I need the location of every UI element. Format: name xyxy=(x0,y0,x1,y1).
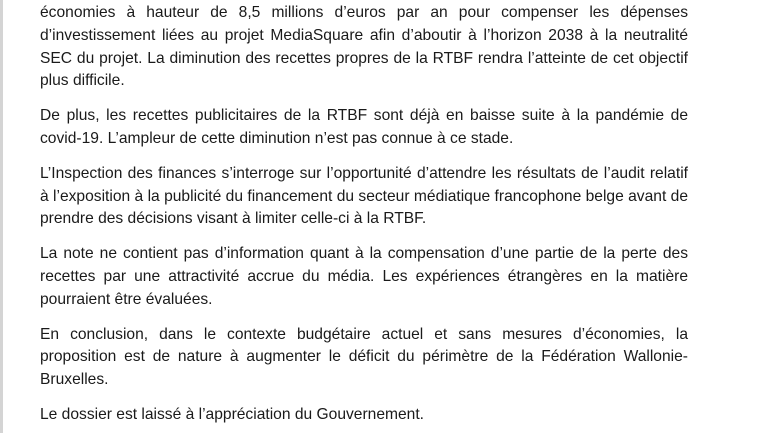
paragraph-advertising-revenue-covid: De plus, les recettes publicitaires de la RTBF sont déjà en baisse suite à la pandémie de covid-19. L’ampleur de cette diminution n’est pas connue à ce stade. xyxy=(40,107,688,147)
paragraph-government-appraisal: Le dossier est laissé à l’appréciation du Gouvernement. xyxy=(40,405,424,423)
document-page xyxy=(40,2,688,439)
page-left-edge xyxy=(0,0,3,433)
paragraph-inspection-audit: L’Inspection des finances s’interroge sur l’opportunité d’attendre les résultats de l’audit relatif à l’exposition à la publicité du financement du secteur médiatique francophone belge avant de prendre des décisions visant à limiter celle-ci à la RTBF. xyxy=(40,164,688,228)
paragraph-savings-mediasquare: économies à hauteur de 8,5 millions d’euros par an pour compenser les dépenses d’investissement liées au projet MediaSquare afin d’aboutir à l’horizon 2038 à la neutralité SEC du projet. La diminution des recettes propres de la RTBF rendra l’atteinte de cet objectif plus difficile. xyxy=(40,4,688,90)
paragraph-conclusion: En conclusion, dans le contexte budgétaire actuel et sans mesures d’économies, la proposition est de nature à augmenter le déficit du périmètre de la Fédération Wallonie-Bruxelles. xyxy=(40,325,688,389)
paragraph-compensation-note: La note ne contient pas d’information quant à la compensation d’une partie de la perte des recettes par une attractivité accrue du média. Les expériences étrangères en la matière pourraient être évaluées. xyxy=(40,245,688,308)
